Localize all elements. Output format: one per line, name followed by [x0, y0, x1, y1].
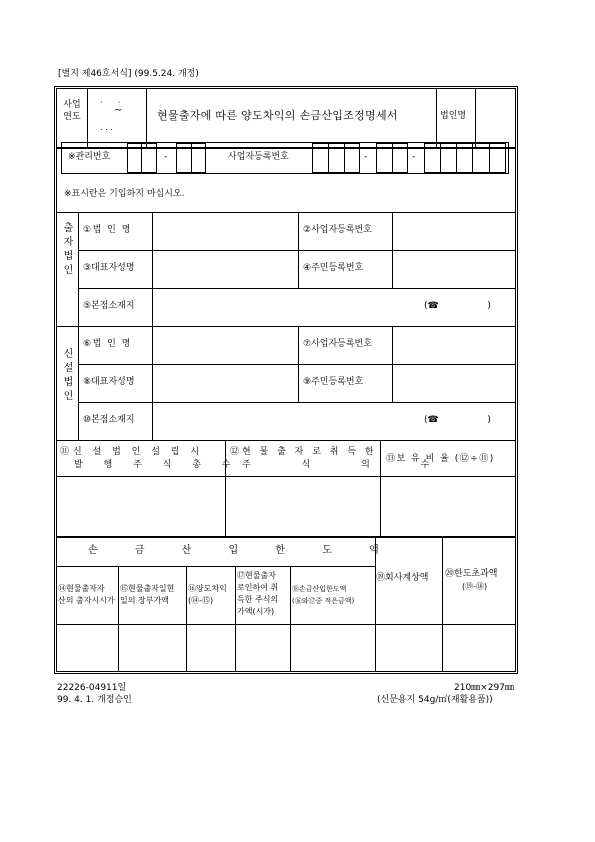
investor-rep-name-label: ③대표자성명 — [83, 263, 135, 273]
total-shares-label-1: ⑪신 설 법 인 설 립 시 — [60, 447, 204, 457]
new-corp-rep-name-label: ⑧대표자성명 — [83, 377, 135, 387]
office-use-note: ※표시란은 기입하지 마십시오. — [64, 189, 185, 199]
acquired-shares-label-2: 주 식 의 수 — [242, 460, 454, 470]
total-shares-label-2: 발 행 주 식 총 수 — [74, 460, 240, 470]
mgmt-no-dash: - — [164, 152, 168, 162]
loss-limit-header: 손 금 산 입 한 도 액 — [88, 545, 396, 556]
biz-reg-dash-2: - — [412, 152, 416, 162]
mgmt-no-field-1[interactable] — [127, 143, 157, 173]
corp-name-field[interactable] — [478, 92, 513, 144]
investor-section-label: 출자법인 — [61, 222, 72, 278]
business-year-label: 사업 연도 — [63, 100, 81, 122]
new-corp-phone: (☎ ) — [424, 415, 491, 425]
form-code: 22226-04911일 — [57, 683, 127, 693]
investor-resident-no-label: ④주민등록번호 — [303, 263, 364, 273]
form-number: [별지 제46호서식] (99.5.24. 개정) — [58, 69, 199, 79]
col19-label: ⑲회사계상액 — [376, 573, 429, 583]
approval-date: 99. 4. 1. 개정승인 — [57, 695, 132, 705]
holding-ratio-label: ⑬보 유 비 율 (⑫÷⑪) — [386, 454, 495, 464]
period-end-dots: . . . — [100, 123, 113, 132]
period-start-dots: · · — [100, 98, 121, 107]
col18-label: ⑱손금산입한도액 (⑯와⑰중 적은금액) — [292, 585, 355, 605]
biz-reg-field-1[interactable] — [312, 143, 360, 173]
form-title: 현물출자에 따른 양도차익의 손금산입조정명세서 — [157, 109, 398, 122]
biz-reg-dash-1: - — [364, 152, 368, 162]
period-tilde: ~ — [114, 105, 123, 116]
investor-phone: (☎ ) — [424, 301, 491, 311]
paper-size: 210㎜×297㎜ — [454, 683, 514, 693]
new-corp-section-label: 신설법인 — [61, 348, 72, 404]
paper-type: (신문용지 54g/㎡(재활용품)) — [377, 695, 493, 705]
col14-label: ⑭현물출자자 산의 출자시시가 — [58, 584, 115, 605]
biz-reg-label: 사업자등록번호 — [228, 152, 289, 162]
corp-name-label: 법인명 — [440, 111, 467, 121]
col17-label: ⑰현물출자 로인하여 취 득한 주식의 가액(시가) — [237, 571, 279, 616]
investor-corp-name-label: ①법 인 명 — [83, 225, 132, 235]
mgmt-no-label: ※관리번호 — [68, 152, 111, 162]
biz-reg-field-3[interactable] — [424, 143, 506, 173]
investor-address-label: ⑤본점소재지 — [83, 301, 135, 311]
investor-biz-reg-label: ②사업자등록번호 — [303, 225, 372, 235]
new-corp-resident-no-label: ⑨주민등록번호 — [303, 377, 364, 387]
col20-formula: (⑲-⑱) — [462, 582, 488, 591]
new-corp-address-label: ⑩본점소재지 — [83, 415, 135, 425]
new-corp-name-label: ⑥법 인 명 — [83, 339, 132, 349]
col15-label: ⑮현물출자일현 일의 장부가액 — [120, 584, 175, 605]
col20-label: ⑳한도초과액 — [445, 569, 498, 579]
col16-label: ⑯양도차익 (⑭-⑮) — [188, 584, 227, 605]
acquired-shares-label-1: ⑫현 물 출 자 로 취 득 한 — [230, 447, 377, 457]
new-corp-biz-reg-label: ⑦사업자등록번호 — [303, 339, 372, 349]
